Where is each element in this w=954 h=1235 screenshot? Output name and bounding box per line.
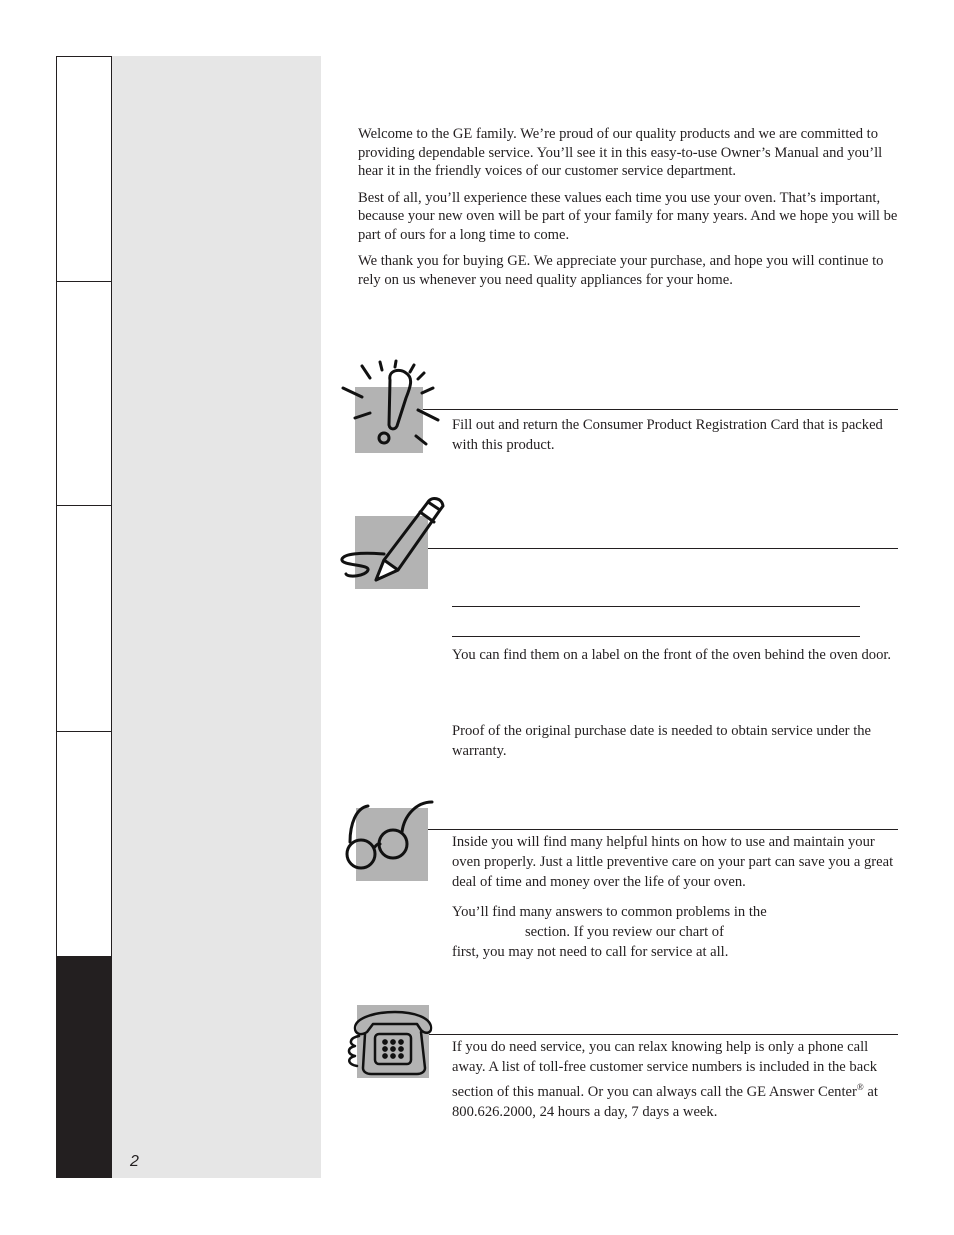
registered-trademark: ® — [856, 1082, 864, 1092]
section-tab-4 — [57, 731, 111, 956]
intro-paragraph: Best of all, you’ll experience these values each time you use your oven. That’s important, because your new oven will be part of your family for many years. And we hope you will be part of ours for a long time to come. — [358, 189, 898, 243]
troubleshooting-note-line1: You’ll find many answers to common problems in the — [452, 904, 767, 920]
section-tab-column — [56, 56, 112, 1178]
troubleshooting-note — [452, 902, 898, 962]
registration-text-block — [452, 415, 898, 465]
eyeglasses-icon — [342, 798, 437, 876]
troubleshooting-note-line3: first, you may not need to call for service at all. — [452, 944, 729, 960]
troubleshooting-note-line2: section. If you review our chart of — [525, 924, 724, 940]
section-rule — [428, 829, 898, 830]
service-text-main: If you do need service, you can relax knowing help is only a phone call away. A list of toll-free customer service numbers is included in the back section of this manual. Or you can always call the GE Answer Center — [452, 1039, 877, 1100]
proof-of-purchase-text: Proof of the original purchase date is needed to obtain service under the warranty. — [452, 723, 872, 759]
exclamation-icon — [340, 358, 440, 453]
service-text-hours: at 800.626.2000, 24 hours a day, 7 days a week. — [452, 1083, 878, 1120]
telephone-icon — [345, 1008, 435, 1078]
section-tab-1 — [57, 56, 111, 281]
section-rule — [429, 1034, 898, 1035]
section-tab-active — [57, 956, 111, 1178]
section-rule — [428, 548, 898, 549]
model-number-line — [452, 606, 860, 607]
page-number: 2 — [130, 1153, 139, 1170]
read-manual-text: Inside you will find many helpful hints on how to use and maintain your oven properly. Just a little preventive care on your part can save you a great deal of time and money over the life of your oven. — [452, 834, 894, 890]
intro-text — [358, 125, 903, 297]
intro-paragraph: Welcome to the GE family. We’re proud of our quality products and we are committed to providing dependable service. You’ll see it in this easy-to-use Owner’s Manual and you’ll hear it in the friendly voices of our customer service department. — [358, 126, 883, 179]
service-text — [452, 1037, 898, 1122]
section-tab-2 — [57, 281, 111, 505]
sidebar-panel — [112, 56, 321, 1178]
section-tab-3 — [57, 505, 111, 731]
serial-number-line — [452, 636, 860, 637]
registration-text: Fill out and return the Consumer Product Registration Card that is packed with this product. — [452, 417, 883, 453]
label-location-text: You can find them on a label on the front of the oven behind the oven door. — [452, 647, 892, 663]
pencil-icon — [340, 494, 450, 589]
read-manual-block — [452, 832, 898, 972]
proof-of-purchase-block — [452, 721, 898, 771]
intro-paragraph: We thank you for buying GE. We appreciate your purchase, and hope you will continue to rely on us whenever you need quality appliances for your home. — [358, 253, 884, 288]
section-rule — [423, 409, 898, 410]
service-block — [452, 1037, 898, 1132]
label-location-block — [452, 645, 898, 675]
